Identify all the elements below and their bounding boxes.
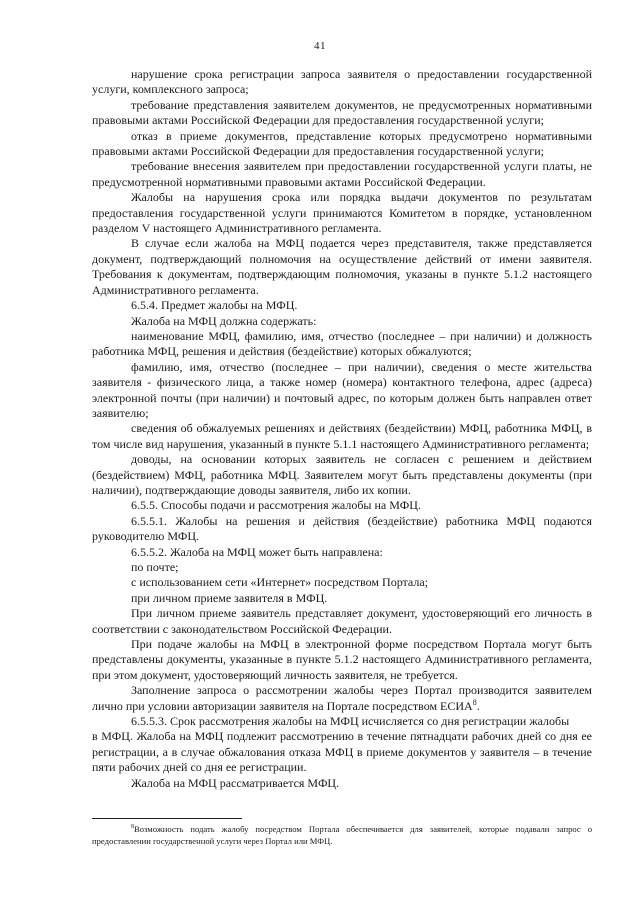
paragraph: В случае если жалоба на МФЦ подается через представителя, также представляется документ, подтверждающий полномочия на осуществление действий от имени заявителя. Требования к документам, подтверждающим полномочия, указаны в пункте 5.1.2 настоящего Административного регламента. bbox=[92, 236, 592, 297]
paragraph: требование представления заявителем документов, не предусмотренных нормативными правовыми актами Российской Федерации для предоставления государственной услуги; bbox=[92, 97, 592, 128]
paragraph: Жалобы на нарушения срока или порядка выдачи документов по результатам предоставления государственной услуги принимаются Комитетом в порядке, установленном разделом V настоящего Административного регламента. bbox=[92, 190, 592, 236]
list-item: с использованием сети «Интернет» посредством Портала; bbox=[131, 575, 428, 590]
paragraph: доводы, на основании которых заявитель не согласен с решением и действием (бездействием) МФЦ, работника МФЦ. Заявителем могут быть представлены документы (при наличии), подтверждающие доводы заявителя, либо их копии. bbox=[92, 452, 592, 497]
footnote-divider bbox=[92, 818, 242, 819]
footnote bbox=[92, 823, 592, 847]
footnote-text: Возможность подать жалобу посредством Портала обеспечивается для заявителей, которые подавали запрос о предоставлении государственной услуги через Портал или МФЦ. bbox=[92, 824, 592, 846]
page-number: 41 bbox=[314, 40, 326, 52]
paragraph: 6.5.5.2. Жалоба на МФЦ может быть направлена: bbox=[131, 544, 383, 559]
document-body bbox=[92, 67, 592, 791]
list-item: при личном приеме заявителя в МФЦ. bbox=[131, 590, 328, 605]
paragraph: При подаче жалобы на МФЦ в электронной форме посредством Портала могут быть представлены документы, указанные в пункте 5.1.2 настоящего Административного регламента, при этом документ, удостоверяющий личность заявителя, не требуется. bbox=[92, 637, 592, 682]
paragraph: наименование МФЦ, фамилию, имя, отчество (последнее – при наличии) и должность работника МФЦ, решения и действия (бездействие) которых обжалуются; bbox=[92, 328, 592, 359]
paragraph: фамилию, имя, отчество (последнее – при наличии), сведения о месте жительства заявителя - физического лица, а также номер (номера) контактного телефона, адрес (адреса) электронной почты (при наличии) и почтовый адрес, по которым должен быть направлен ответ заявителю; bbox=[92, 359, 592, 420]
paragraph: При личном приеме заявитель представляет документ, удостоверяющий его личность в соответствии с законодательством Российской Федерации. bbox=[92, 606, 592, 636]
footnote-reference: 8 bbox=[472, 697, 477, 707]
paragraph: требование внесения заявителем при предоставлении государственной услуги платы, не предусмотренной нормативными правовыми актами Российской Федерации. bbox=[92, 159, 592, 189]
section-heading: 6.5.4. Предмет жалобы на МФЦ. bbox=[131, 298, 298, 313]
section-heading: 6.5.5. Способы подачи и рассмотрения жалобы на МФЦ. bbox=[131, 498, 421, 513]
paragraph: 6.5.5.1. Жалобы на решения и действия (бездействие) работника МФЦ подаются руководителю МФЦ. bbox=[92, 513, 592, 544]
list-item: по почте; bbox=[131, 560, 179, 574]
paragraph: в МФЦ. Жалоба на МФЦ подлежит рассмотрению в течение пятнадцати рабочих дней со дня ее регистрации, а в случае обжалования отказа МФЦ в приеме документов у заявителя – в течение пяти рабочих дней со дня ее регистрации. bbox=[92, 729, 592, 775]
paragraph: Жалоба на МФЦ рассматривается МФЦ. bbox=[131, 775, 340, 790]
paragraph: 6.5.5.3. Срок рассмотрения жалобы на МФЦ исчисляется со дня регистрации жалобы bbox=[131, 714, 570, 729]
paragraph: отказ в приеме документов, представление которых предусмотрено нормативными правовыми актами Российской Федерации для предоставления государственной услуги; bbox=[92, 128, 592, 159]
paragraph: Заполнение запроса о рассмотрении жалобы через Портал производится заявителем лично при условии авторизации заявителя на Портале посредством ЕСИА$^8$. bbox=[92, 683, 592, 713]
paragraph: Жалоба на МФЦ должна содержать: bbox=[131, 313, 317, 328]
paragraph-text: Заполнение запроса о рассмотрении жалобы через Портал производится заявителем лично при условии авторизации заявителя на Портале посредством ЕСИА bbox=[92, 683, 592, 713]
paragraph: нарушение срока регистрации запроса заявителя о предоставлении государственной услуги, комплексного запроса; bbox=[92, 67, 592, 97]
paragraph: сведения об обжалуемых решениях и действиях (бездействии) МФЦ, работника МФЦ, в том числе вид нарушения, указанный в пункте 5.1.1 настоящего Административного регламента; bbox=[92, 421, 592, 451]
footnote-marker: 8 bbox=[131, 824, 134, 831]
